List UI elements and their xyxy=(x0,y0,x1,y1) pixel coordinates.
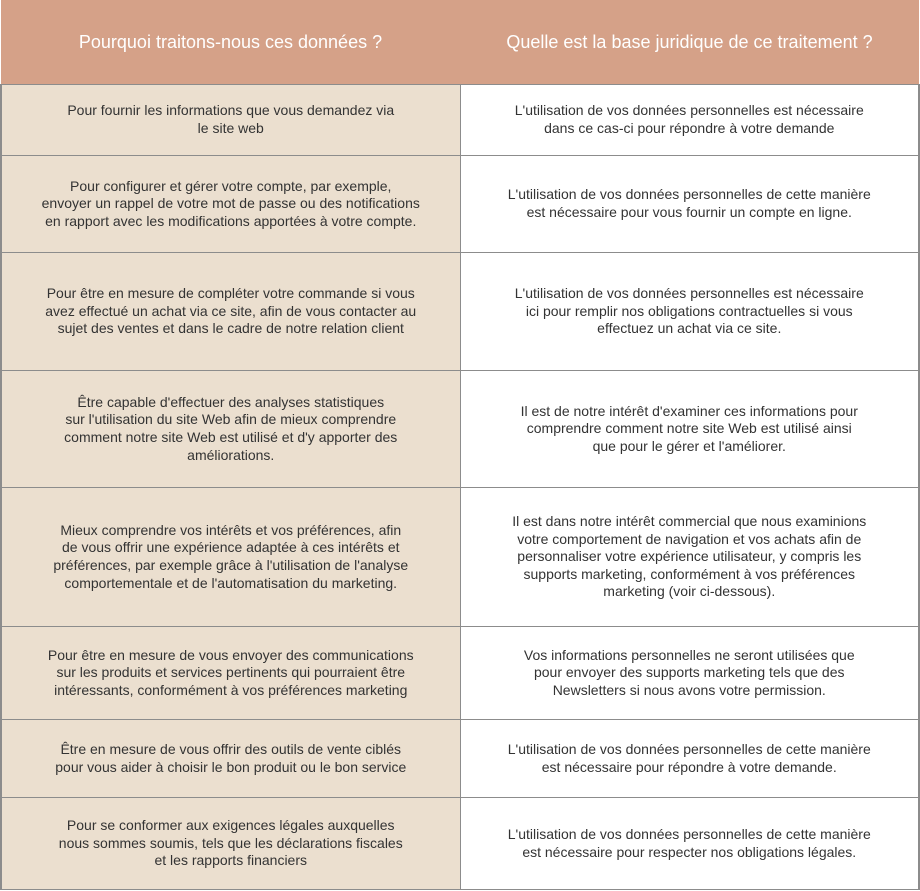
table-row xyxy=(1,627,919,720)
cell-text-line: avez effectué un achat via ce site, afin de vous contacter au xyxy=(45,302,417,319)
purpose-cell xyxy=(1,156,460,253)
cell-text-line: Pour être en mesure de vous envoyer des communications xyxy=(47,646,414,663)
cell-text-line: Pour être en mesure de compléter votre commande si vous xyxy=(46,285,415,302)
legal-basis-cell xyxy=(460,253,919,371)
cell-text-line: sur l'utilisation du site Web afin de mieux comprendre xyxy=(65,411,397,428)
cell-text-line: effectuez un achat via ce site. xyxy=(597,320,782,337)
cell-text-line: L'utilisation de vos données personnelles est nécessaire xyxy=(514,102,864,119)
table-row xyxy=(1,85,919,156)
purpose-cell xyxy=(1,798,460,890)
cell-text-line: pour envoyer des supports marketing tels que des xyxy=(533,664,845,681)
cell-text-line: marketing (voir ci-dessous). xyxy=(603,583,776,600)
cell-text-line: L'utilisation de vos données personnelles de cette manière xyxy=(507,740,871,757)
cell-text-line: intéressants, conformément à vos préférences marketing xyxy=(54,681,408,698)
cell-text-line: L'utilisation de vos données personnelles de cette manière xyxy=(507,825,871,842)
table-row xyxy=(1,371,919,488)
cell-text-line: Il est de notre intérêt d'examiner ces informations pour xyxy=(520,402,858,419)
cell-text-line: est nécessaire pour respecter nos obligations légales. xyxy=(522,843,857,860)
cell-text-line: est nécessaire pour répondre à votre demande. xyxy=(541,758,837,775)
purpose-cell xyxy=(1,371,460,488)
cell-text-line: sur les produits et services pertinents qui pourraient être xyxy=(56,664,406,681)
cell-text-line: L'utilisation de vos données personnelles est nécessaire xyxy=(514,285,864,302)
legal-basis-cell xyxy=(460,156,919,253)
purpose-cell xyxy=(1,253,460,371)
cell-text-line: que pour le gérer et l'améliorer. xyxy=(592,437,786,454)
cell-text-line: améliorations. xyxy=(187,446,275,463)
legal-basis-cell xyxy=(460,488,919,627)
table-row xyxy=(1,156,919,253)
cell-text-line: Être capable d'effectuer des analyses statistiques xyxy=(77,393,385,410)
cell-text-line: ici pour remplir nos obligations contractuelles si vous xyxy=(525,302,853,319)
purpose-cell xyxy=(1,720,460,798)
cell-text-line: nous sommes soumis, tels que les déclarations fiscales xyxy=(58,834,403,851)
header-purpose: Pourquoi traitons-nous ces données ? xyxy=(1,0,460,85)
cell-text-line: sujet des ventes et dans le cadre de notre relation client xyxy=(57,320,404,337)
table-row xyxy=(1,253,919,371)
purpose-cell xyxy=(1,488,460,627)
cell-text-line: Pour fournir les informations que vous demandez via xyxy=(67,102,395,119)
cell-text-line: Newsletters si nous avons votre permission. xyxy=(552,681,826,698)
legal-basis-cell xyxy=(460,798,919,890)
cell-text-line: Vos informations personnelles ne seront utilisées que xyxy=(523,646,855,663)
cell-text-line: Il est dans notre intérêt commercial que nous examinions xyxy=(512,513,867,530)
cell-text-line: le site web xyxy=(197,120,264,136)
cell-text-line: comportementale et de l'automatisation du marketing. xyxy=(64,574,398,591)
legal-basis-cell xyxy=(460,371,919,488)
cell-text-line: comment notre site Web est utilisé et d'y apporter des xyxy=(64,429,398,445)
cell-text-line: L'utilisation de vos données personnelles de cette manière xyxy=(507,186,871,203)
purpose-cell xyxy=(1,627,460,720)
cell-text-line: supports marketing, conformément à vos préférences xyxy=(523,565,855,582)
table-row xyxy=(1,488,919,627)
cell-text-line: et les rapports financiers xyxy=(154,852,308,869)
table-header-row xyxy=(1,0,919,85)
cell-text-line: en rapport avec les modifications apportées à votre compte. xyxy=(45,212,417,229)
cell-text-line: votre comportement de navigation et vos achats afin de xyxy=(517,530,862,547)
table-row xyxy=(1,798,919,890)
header-legal-basis: Quelle est la base juridique de ce traitement ? xyxy=(460,0,919,85)
cell-text-line: personnaliser votre expérience utilisateur, y compris les xyxy=(517,548,862,565)
cell-text-line: Être en mesure de vous offrir des outils de vente ciblés xyxy=(60,740,402,757)
legal-basis-cell xyxy=(460,85,919,156)
cell-text-line: est nécessaire pour vous fournir un compte en ligne. xyxy=(526,204,852,220)
cell-text-line: pour vous aider à choisir le bon produit ou le bon service xyxy=(55,758,407,775)
cell-text-line: dans ce cas-ci pour répondre à votre demande xyxy=(544,120,835,136)
legal-basis-cell xyxy=(460,627,919,720)
purpose-cell xyxy=(1,85,460,156)
cell-text-line: Pour configurer et gérer votre compte, par exemple, xyxy=(70,177,392,194)
table-row xyxy=(1,720,919,798)
legal-basis-cell xyxy=(460,720,919,798)
cell-text-line: de vous offrir une expérience adaptée à ces intérêts et xyxy=(61,539,400,556)
cell-text-line: Mieux comprendre vos intérêts et vos préférences, afin xyxy=(60,521,402,538)
cell-text-line: préférences, par exemple grâce à l'utilisation de l'analyse xyxy=(53,557,409,573)
cell-text-line: Pour se conformer aux exigences légales auxquelles xyxy=(66,817,395,834)
cell-text-line: envoyer un rappel de votre mot de passe ou des notifications xyxy=(41,195,420,212)
cell-text-line: comprendre comment notre site Web est utilisé ainsi xyxy=(526,420,852,437)
